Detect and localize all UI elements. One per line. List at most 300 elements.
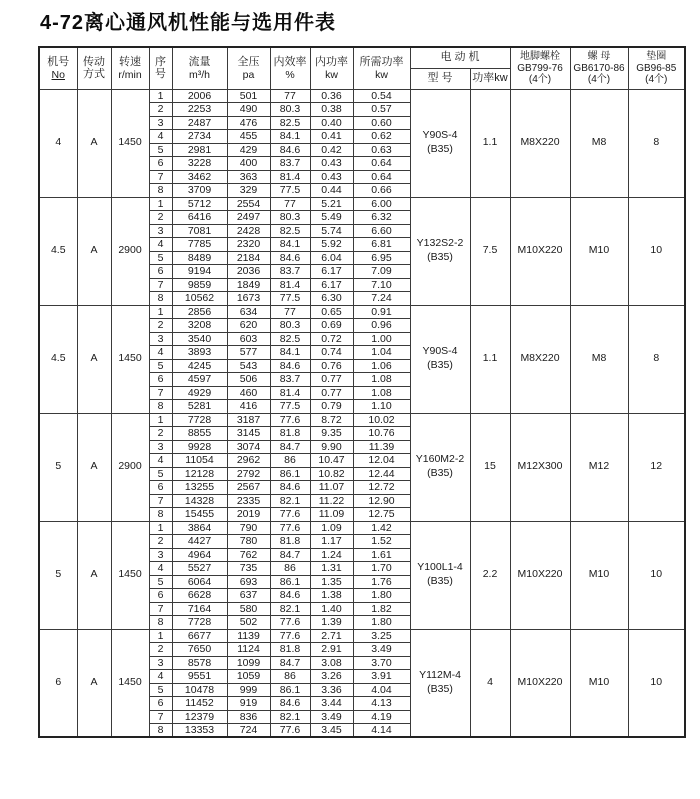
cell-flow: 7785 xyxy=(172,238,227,252)
cell-flow: 9928 xyxy=(172,440,227,454)
cell-pressure: 2428 xyxy=(227,224,270,238)
cell-required-power: 1.08 xyxy=(353,386,410,400)
cell-flow: 10478 xyxy=(172,683,227,697)
cell-power: 2.71 xyxy=(310,629,353,643)
cell-power: 10.82 xyxy=(310,467,353,481)
cell-required-power: 6.00 xyxy=(353,197,410,211)
cell-required-power: 12.90 xyxy=(353,494,410,508)
cell-required-power: 1.06 xyxy=(353,359,410,373)
cell-flow: 11452 xyxy=(172,697,227,711)
cell-efficiency: 82.5 xyxy=(270,332,310,346)
cell-power: 0.42 xyxy=(310,143,353,157)
cell-seq: 6 xyxy=(149,697,172,711)
table-row xyxy=(39,521,685,535)
cell-required-power: 0.62 xyxy=(353,130,410,144)
cell-power: 1.35 xyxy=(310,575,353,589)
cell-required-power: 0.54 xyxy=(353,89,410,103)
cell-seq: 2 xyxy=(149,319,172,333)
cell-motor-model: Y90S-4 (B35) xyxy=(410,305,470,413)
cell-required-power: 1.80 xyxy=(353,616,410,630)
cell-pressure: 2320 xyxy=(227,238,270,252)
cell-flow: 7081 xyxy=(172,224,227,238)
cell-efficiency: 83.7 xyxy=(270,157,310,171)
cell-pressure: 693 xyxy=(227,575,270,589)
cell-required-power: 1.08 xyxy=(353,373,410,387)
cell-seq: 3 xyxy=(149,656,172,670)
cell-power: 3.36 xyxy=(310,683,353,697)
cell-motor-model: Y100L1-4 (B35) xyxy=(410,521,470,629)
cell-nut: M10 xyxy=(570,629,628,737)
cell-required-power: 6.32 xyxy=(353,211,410,225)
cell-required-power: 7.10 xyxy=(353,278,410,292)
cell-power: 0.41 xyxy=(310,130,353,144)
cell-pressure: 1849 xyxy=(227,278,270,292)
cell-efficiency: 82.1 xyxy=(270,602,310,616)
cell-flow: 4964 xyxy=(172,548,227,562)
cell-power: 0.36 xyxy=(310,89,353,103)
cell-required-power: 7.09 xyxy=(353,265,410,279)
cell-power: 0.44 xyxy=(310,184,353,198)
cell-efficiency: 86 xyxy=(270,454,310,468)
table-row xyxy=(39,629,685,643)
cell-motor-model: Y90S-4 (B35) xyxy=(410,89,470,197)
cell-efficiency: 81.4 xyxy=(270,386,310,400)
cell-seq: 5 xyxy=(149,143,172,157)
cell-required-power: 1.76 xyxy=(353,575,410,589)
cell-efficiency: 81.8 xyxy=(270,427,310,441)
cell-seq: 6 xyxy=(149,157,172,171)
cell-pressure: 416 xyxy=(227,400,270,414)
cell-motor-model: Y132S2-2 (B35) xyxy=(410,197,470,305)
cell-seq: 6 xyxy=(149,481,172,495)
cell-seq: 4 xyxy=(149,130,172,144)
col-header-efficiency: 内效率 % xyxy=(270,47,310,89)
cell-seq: 7 xyxy=(149,278,172,292)
cell-washer: 10 xyxy=(628,521,685,629)
cell-flow: 9551 xyxy=(172,670,227,684)
cell-power: 0.43 xyxy=(310,170,353,184)
cell-pressure: 506 xyxy=(227,373,270,387)
cell-pressure: 2335 xyxy=(227,494,270,508)
cell-flow: 3864 xyxy=(172,521,227,535)
col-header-motor-model: 型 号 xyxy=(410,68,470,89)
cell-motor-power: 4 xyxy=(470,629,510,737)
cell-anchor-bolt: M10X220 xyxy=(510,197,570,305)
cell-seq: 1 xyxy=(149,305,172,319)
cell-seq: 5 xyxy=(149,359,172,373)
cell-power: 1.09 xyxy=(310,521,353,535)
cell-power: 9.90 xyxy=(310,440,353,454)
cell-nut: M12 xyxy=(570,413,628,521)
cell-efficiency: 84.7 xyxy=(270,440,310,454)
cell-efficiency: 83.7 xyxy=(270,265,310,279)
cell-efficiency: 77.6 xyxy=(270,521,310,535)
cell-power: 3.44 xyxy=(310,697,353,711)
cell-drive-mode: A xyxy=(77,197,111,305)
cell-efficiency: 81.4 xyxy=(270,170,310,184)
cell-flow: 2981 xyxy=(172,143,227,157)
cell-efficiency: 84.6 xyxy=(270,359,310,373)
col-header-machine-no: 机号 No xyxy=(39,47,77,89)
cell-flow: 4427 xyxy=(172,535,227,549)
col-header-washer: 垫圈 GB96-85 (4个) xyxy=(628,47,685,89)
cell-efficiency: 84.6 xyxy=(270,481,310,495)
cell-efficiency: 84.7 xyxy=(270,656,310,670)
cell-flow: 3893 xyxy=(172,346,227,360)
cell-required-power: 0.64 xyxy=(353,157,410,171)
cell-pressure: 2184 xyxy=(227,251,270,265)
cell-pressure: 762 xyxy=(227,548,270,562)
cell-seq: 6 xyxy=(149,265,172,279)
cell-flow: 6416 xyxy=(172,211,227,225)
cell-flow: 2253 xyxy=(172,103,227,117)
cell-pressure: 490 xyxy=(227,103,270,117)
cell-power: 6.30 xyxy=(310,292,353,306)
table-body xyxy=(39,89,685,737)
cell-pressure: 919 xyxy=(227,697,270,711)
cell-seq: 6 xyxy=(149,373,172,387)
col-header-power: 内功率 kw xyxy=(310,47,353,89)
cell-efficiency: 82.5 xyxy=(270,116,310,130)
cell-required-power: 0.63 xyxy=(353,143,410,157)
cell-required-power: 12.75 xyxy=(353,508,410,522)
cell-required-power: 3.49 xyxy=(353,643,410,657)
cell-seq: 3 xyxy=(149,548,172,562)
cell-efficiency: 77 xyxy=(270,197,310,211)
cell-required-power: 0.57 xyxy=(353,103,410,117)
cell-power: 0.69 xyxy=(310,319,353,333)
cell-flow: 15455 xyxy=(172,508,227,522)
cell-pressure: 999 xyxy=(227,683,270,697)
cell-seq: 3 xyxy=(149,440,172,454)
cell-efficiency: 86 xyxy=(270,562,310,576)
cell-flow: 11054 xyxy=(172,454,227,468)
cell-machine-no: 6 xyxy=(39,629,77,737)
cell-seq: 2 xyxy=(149,427,172,441)
cell-pressure: 3145 xyxy=(227,427,270,441)
cell-flow: 7164 xyxy=(172,602,227,616)
cell-seq: 1 xyxy=(149,629,172,643)
cell-pressure: 2036 xyxy=(227,265,270,279)
cell-required-power: 0.91 xyxy=(353,305,410,319)
cell-pressure: 429 xyxy=(227,143,270,157)
cell-flow: 7650 xyxy=(172,643,227,657)
cell-required-power: 4.14 xyxy=(353,724,410,738)
cell-required-power: 12.72 xyxy=(353,481,410,495)
cell-required-power: 3.25 xyxy=(353,629,410,643)
cell-power: 6.17 xyxy=(310,278,353,292)
cell-power: 5.92 xyxy=(310,238,353,252)
cell-efficiency: 82.5 xyxy=(270,224,310,238)
cell-seq: 7 xyxy=(149,710,172,724)
cell-drive-mode: A xyxy=(77,413,111,521)
cell-required-power: 0.66 xyxy=(353,184,410,198)
cell-efficiency: 84.1 xyxy=(270,130,310,144)
cell-drive-mode: A xyxy=(77,305,111,413)
cell-pressure: 501 xyxy=(227,89,270,103)
cell-flow: 2006 xyxy=(172,89,227,103)
cell-flow: 6677 xyxy=(172,629,227,643)
cell-anchor-bolt: M8X220 xyxy=(510,89,570,197)
cell-flow: 3462 xyxy=(172,170,227,184)
cell-power: 3.45 xyxy=(310,724,353,738)
cell-efficiency: 77 xyxy=(270,305,310,319)
cell-anchor-bolt: M10X220 xyxy=(510,629,570,737)
cell-power: 3.08 xyxy=(310,656,353,670)
cell-pressure: 577 xyxy=(227,346,270,360)
cell-drive-mode: A xyxy=(77,521,111,629)
cell-required-power: 4.19 xyxy=(353,710,410,724)
cell-flow: 3709 xyxy=(172,184,227,198)
cell-power: 3.26 xyxy=(310,670,353,684)
cell-pressure: 502 xyxy=(227,616,270,630)
cell-anchor-bolt: M10X220 xyxy=(510,521,570,629)
cell-seq: 1 xyxy=(149,521,172,535)
cell-power: 1.38 xyxy=(310,589,353,603)
cell-machine-no: 5 xyxy=(39,521,77,629)
cell-drive-mode: A xyxy=(77,89,111,197)
cell-seq: 7 xyxy=(149,170,172,184)
cell-power: 1.39 xyxy=(310,616,353,630)
cell-power: 0.40 xyxy=(310,116,353,130)
cell-seq: 3 xyxy=(149,332,172,346)
cell-pressure: 724 xyxy=(227,724,270,738)
cell-power: 10.47 xyxy=(310,454,353,468)
cell-efficiency: 86.1 xyxy=(270,467,310,481)
cell-flow: 12379 xyxy=(172,710,227,724)
cell-pressure: 2792 xyxy=(227,467,270,481)
cell-flow: 8578 xyxy=(172,656,227,670)
cell-power: 11.22 xyxy=(310,494,353,508)
cell-power: 1.40 xyxy=(310,602,353,616)
cell-required-power: 1.04 xyxy=(353,346,410,360)
cell-pressure: 790 xyxy=(227,521,270,535)
table-row xyxy=(39,413,685,427)
cell-seq: 5 xyxy=(149,575,172,589)
cell-flow: 7728 xyxy=(172,616,227,630)
col-header-drive-mode: 传动 方式 xyxy=(77,47,111,89)
cell-pressure: 1124 xyxy=(227,643,270,657)
cell-required-power: 0.96 xyxy=(353,319,410,333)
cell-pressure: 2554 xyxy=(227,197,270,211)
cell-machine-no: 4.5 xyxy=(39,305,77,413)
cell-power: 0.79 xyxy=(310,400,353,414)
cell-pressure: 2019 xyxy=(227,508,270,522)
cell-efficiency: 86.1 xyxy=(270,575,310,589)
cell-drive-mode: A xyxy=(77,629,111,737)
cell-nut: M8 xyxy=(570,89,628,197)
cell-washer: 10 xyxy=(628,197,685,305)
cell-flow: 9194 xyxy=(172,265,227,279)
col-header-anchor-bolt: 地脚螺栓 GB799-76 (4个) xyxy=(510,47,570,89)
cell-pressure: 735 xyxy=(227,562,270,576)
cell-flow: 3208 xyxy=(172,319,227,333)
cell-flow: 13255 xyxy=(172,481,227,495)
cell-motor-model: Y160M2-2 (B35) xyxy=(410,413,470,521)
cell-seq: 1 xyxy=(149,413,172,427)
cell-anchor-bolt: M12X300 xyxy=(510,413,570,521)
cell-efficiency: 86.1 xyxy=(270,683,310,697)
cell-seq: 8 xyxy=(149,724,172,738)
cell-pressure: 3074 xyxy=(227,440,270,454)
cell-power: 6.17 xyxy=(310,265,353,279)
cell-motor-power: 15 xyxy=(470,413,510,521)
cell-pressure: 1059 xyxy=(227,670,270,684)
cell-efficiency: 77.6 xyxy=(270,724,310,738)
cell-flow: 7728 xyxy=(172,413,227,427)
cell-power: 0.38 xyxy=(310,103,353,117)
cell-flow: 4929 xyxy=(172,386,227,400)
cell-required-power: 4.13 xyxy=(353,697,410,711)
cell-seq: 2 xyxy=(149,643,172,657)
cell-power: 8.72 xyxy=(310,413,353,427)
cell-flow: 3228 xyxy=(172,157,227,171)
cell-seq: 1 xyxy=(149,89,172,103)
cell-seq: 5 xyxy=(149,683,172,697)
cell-seq: 8 xyxy=(149,508,172,522)
cell-required-power: 1.00 xyxy=(353,332,410,346)
cell-machine-no: 5 xyxy=(39,413,77,521)
col-header-required-power: 所需功率 kw xyxy=(353,47,410,89)
table-row xyxy=(39,197,685,211)
cell-seq: 1 xyxy=(149,197,172,211)
cell-flow: 8489 xyxy=(172,251,227,265)
cell-efficiency: 84.6 xyxy=(270,589,310,603)
cell-seq: 4 xyxy=(149,346,172,360)
cell-seq: 7 xyxy=(149,602,172,616)
cell-flow: 4597 xyxy=(172,373,227,387)
cell-seq: 4 xyxy=(149,238,172,252)
col-header-seq: 序 号 xyxy=(149,47,172,89)
cell-pressure: 476 xyxy=(227,116,270,130)
cell-pressure: 2497 xyxy=(227,211,270,225)
cell-efficiency: 80.3 xyxy=(270,319,310,333)
cell-efficiency: 77.6 xyxy=(270,629,310,643)
cell-speed: 1450 xyxy=(111,521,149,629)
table-header xyxy=(39,47,685,89)
cell-efficiency: 86 xyxy=(270,670,310,684)
cell-flow: 2487 xyxy=(172,116,227,130)
cell-seq: 8 xyxy=(149,292,172,306)
cell-seq: 8 xyxy=(149,616,172,630)
cell-flow: 4245 xyxy=(172,359,227,373)
cell-seq: 4 xyxy=(149,562,172,576)
cell-flow: 5712 xyxy=(172,197,227,211)
cell-pressure: 363 xyxy=(227,170,270,184)
cell-seq: 5 xyxy=(149,467,172,481)
cell-pressure: 2567 xyxy=(227,481,270,495)
cell-seq: 4 xyxy=(149,670,172,684)
cell-efficiency: 84.6 xyxy=(270,143,310,157)
cell-efficiency: 80.3 xyxy=(270,103,310,117)
cell-pressure: 460 xyxy=(227,386,270,400)
cell-required-power: 10.02 xyxy=(353,413,410,427)
cell-speed: 1450 xyxy=(111,629,149,737)
cell-power: 1.17 xyxy=(310,535,353,549)
col-header-nut: 螺 母 GB6170-86 (4个) xyxy=(570,47,628,89)
fan-performance-table xyxy=(38,46,686,738)
cell-pressure: 620 xyxy=(227,319,270,333)
cell-nut: M10 xyxy=(570,197,628,305)
cell-required-power: 1.42 xyxy=(353,521,410,535)
cell-machine-no: 4.5 xyxy=(39,197,77,305)
cell-efficiency: 84.1 xyxy=(270,346,310,360)
cell-power: 3.49 xyxy=(310,710,353,724)
cell-nut: M10 xyxy=(570,521,628,629)
col-header-speed: 转速 r/min xyxy=(111,47,149,89)
cell-power: 0.74 xyxy=(310,346,353,360)
cell-efficiency: 82.1 xyxy=(270,710,310,724)
cell-flow: 13353 xyxy=(172,724,227,738)
col-header-motor-group: 电 动 机 xyxy=(410,47,510,68)
cell-power: 1.24 xyxy=(310,548,353,562)
cell-efficiency: 81.4 xyxy=(270,278,310,292)
cell-seq: 7 xyxy=(149,494,172,508)
cell-power: 0.43 xyxy=(310,157,353,171)
cell-seq: 5 xyxy=(149,251,172,265)
cell-motor-power: 7.5 xyxy=(470,197,510,305)
cell-flow: 6064 xyxy=(172,575,227,589)
cell-pressure: 836 xyxy=(227,710,270,724)
cell-flow: 6628 xyxy=(172,589,227,603)
cell-required-power: 1.70 xyxy=(353,562,410,576)
cell-anchor-bolt: M8X220 xyxy=(510,305,570,413)
cell-speed: 2900 xyxy=(111,413,149,521)
cell-required-power: 6.81 xyxy=(353,238,410,252)
cell-motor-power: 1.1 xyxy=(470,305,510,413)
cell-power: 0.77 xyxy=(310,386,353,400)
cell-efficiency: 81.8 xyxy=(270,535,310,549)
cell-flow: 2734 xyxy=(172,130,227,144)
cell-speed: 1450 xyxy=(111,89,149,197)
cell-efficiency: 84.6 xyxy=(270,697,310,711)
cell-motor-model: Y112M-4 (B35) xyxy=(410,629,470,737)
cell-power: 5.21 xyxy=(310,197,353,211)
cell-pressure: 780 xyxy=(227,535,270,549)
cell-seq: 6 xyxy=(149,589,172,603)
cell-efficiency: 83.7 xyxy=(270,373,310,387)
cell-required-power: 1.10 xyxy=(353,400,410,414)
cell-required-power: 12.44 xyxy=(353,467,410,481)
cell-power: 0.72 xyxy=(310,332,353,346)
cell-seq: 2 xyxy=(149,103,172,117)
cell-flow: 2856 xyxy=(172,305,227,319)
cell-efficiency: 77 xyxy=(270,89,310,103)
cell-seq: 7 xyxy=(149,386,172,400)
cell-pressure: 603 xyxy=(227,332,270,346)
cell-power: 0.76 xyxy=(310,359,353,373)
cell-required-power: 6.95 xyxy=(353,251,410,265)
cell-washer: 10 xyxy=(628,629,685,737)
cell-pressure: 580 xyxy=(227,602,270,616)
cell-required-power: 1.80 xyxy=(353,589,410,603)
cell-efficiency: 84.1 xyxy=(270,238,310,252)
cell-motor-power: 2.2 xyxy=(470,521,510,629)
cell-required-power: 3.70 xyxy=(353,656,410,670)
cell-efficiency: 81.8 xyxy=(270,643,310,657)
cell-flow: 5281 xyxy=(172,400,227,414)
cell-power: 9.35 xyxy=(310,427,353,441)
cell-pressure: 329 xyxy=(227,184,270,198)
col-header-flow: 流量 m³/h xyxy=(172,47,227,89)
cell-required-power: 0.64 xyxy=(353,170,410,184)
cell-seq: 3 xyxy=(149,116,172,130)
cell-efficiency: 77.6 xyxy=(270,413,310,427)
cell-machine-no: 4 xyxy=(39,89,77,197)
cell-required-power: 1.82 xyxy=(353,602,410,616)
cell-required-power: 10.76 xyxy=(353,427,410,441)
cell-required-power: 1.61 xyxy=(353,548,410,562)
